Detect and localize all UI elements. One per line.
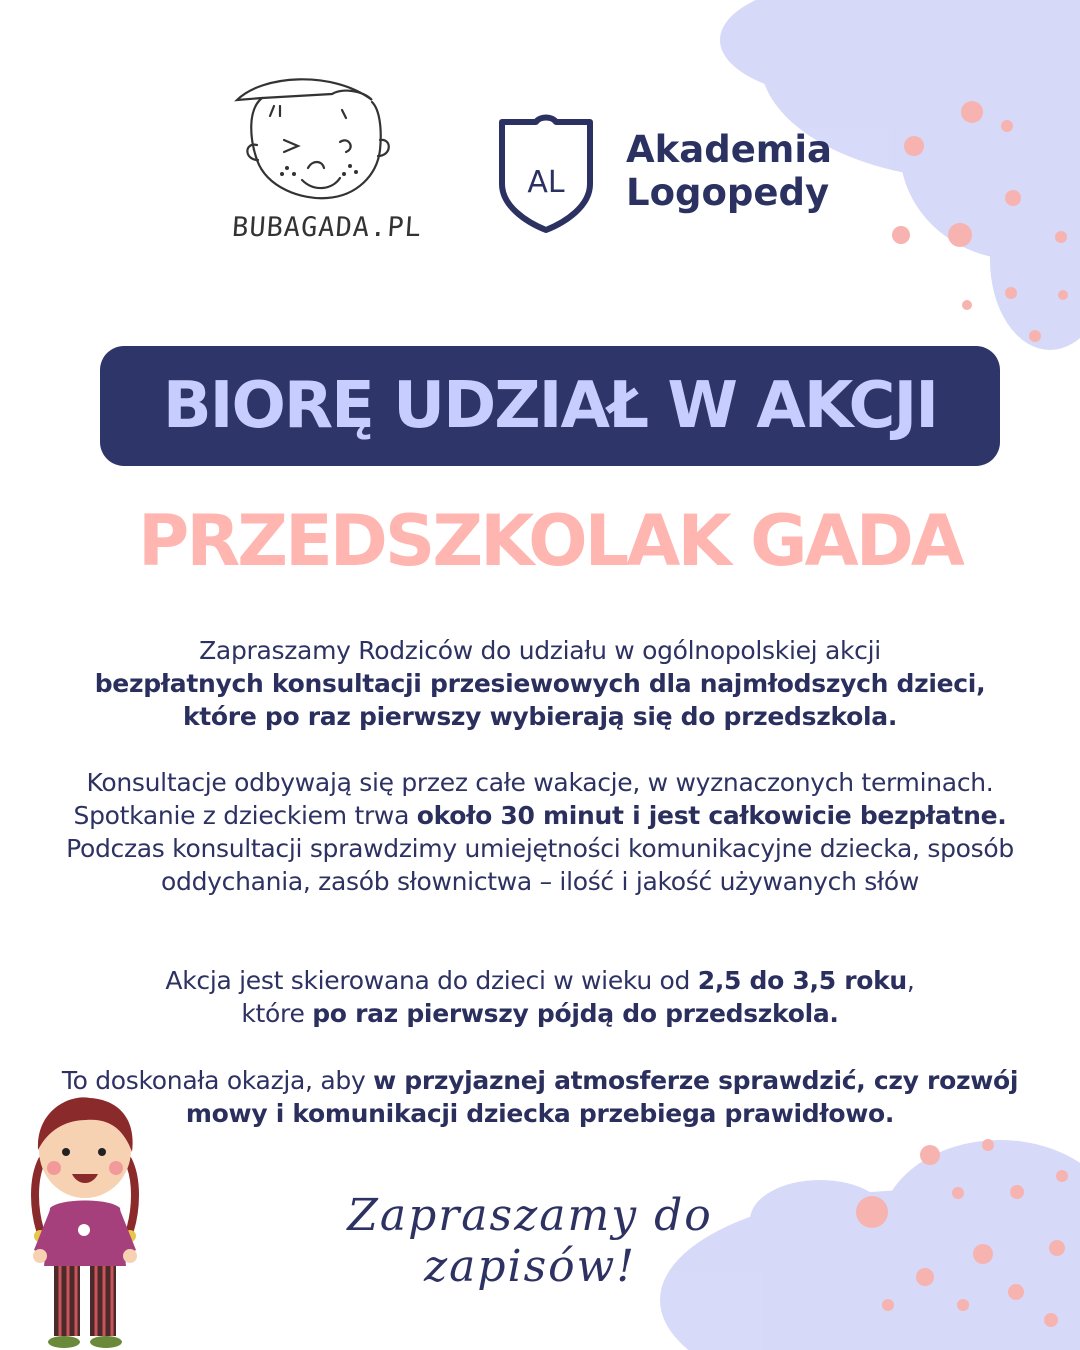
paragraph-opportunity — [60, 1064, 1020, 1130]
girl-illustration — [20, 1090, 150, 1350]
paragraph-bold-text: 2,5 do 3,5 roku — [697, 966, 907, 995]
paragraph-invitation — [60, 634, 1020, 733]
akademia-logo-line2: Logopedy — [626, 171, 830, 214]
paragraph-text: , — [906, 966, 915, 995]
shield-icon — [496, 114, 596, 234]
akademia-logopedy-logo — [496, 114, 856, 234]
paragraph-bold-text: w przyjaznej atmosferze sprawdzić, czy rozwój mowy i komunikacji dziecka przebiega prawidłowo. — [185, 1066, 1019, 1128]
akademia-logo-line1: Akademia — [626, 128, 832, 171]
paragraph-text: które — [241, 999, 305, 1028]
paragraph-text: Konsultacje odbywają się przez całe wakacje, w wyznaczonych terminach. Spotkanie z dzieckiem trwa — [73, 768, 994, 830]
paragraph-bold-text: bezpłatnych konsultacji przesiewowych dla najmłodszych dzieci, które po raz pierwszy wybierają się do przedszkola. — [94, 669, 986, 731]
headline-banner — [100, 346, 1000, 466]
paragraph-text: Akcja jest skierowana do dzieci w wieku od — [165, 966, 691, 995]
al-monogram: AL — [527, 165, 565, 200]
paragraph-text: To doskonała okazja, aby — [61, 1066, 366, 1095]
paragraph-bold-text: około 30 minut i jest całkowicie bezpłatne. — [416, 801, 1007, 830]
bubagada-logo-text: BUBAGADA.PL — [231, 212, 423, 243]
signature-invitation: Zapraszamy do zapisów! — [347, 1190, 713, 1292]
paragraph-text: Zapraszamy Rodziców do udziału w ogólnopolskiej akcji — [199, 636, 881, 665]
paragraph-text: Podczas konsultacji sprawdzimy umiejętności komunikacyjne dziecka, sposób oddychania, zasób słownictwa – ilość i jakość używanych słów — [66, 834, 1014, 896]
paragraph-target-age — [60, 964, 1020, 1030]
campaign-name: PRZEDSZKOLAK GADA — [138, 500, 962, 582]
paragraph-consultation-details — [60, 766, 1020, 898]
boy-face-icon — [222, 70, 432, 210]
headline-text: BIORĘ UDZIAŁ W AKCJI — [162, 369, 938, 443]
akademia-logo-text — [626, 128, 832, 214]
paragraph-bold-text: po raz pierwszy pójdą do przedszkola. — [312, 999, 839, 1028]
bubagada-logo — [222, 70, 432, 250]
